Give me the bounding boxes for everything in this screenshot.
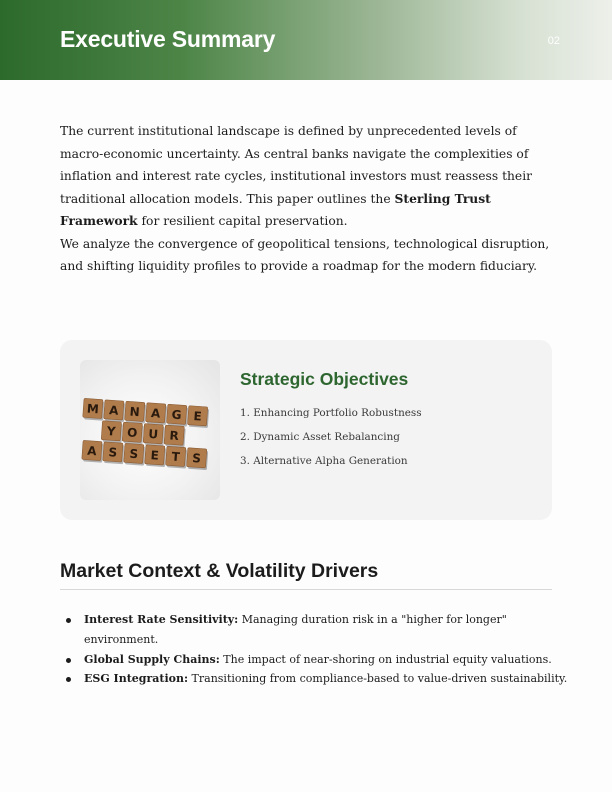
tile-letter: M <box>86 401 100 417</box>
tile-letter: E <box>150 448 160 463</box>
bullet-text: Transitioning from compliance-based to value-driven sustainability. <box>188 672 568 686</box>
intro-paragraph-2: We analyze the convergence of geopolitical tensions, technological disruption, and shifting liquidity profiles to provide a roadmap for the modern fiduciary. <box>60 236 550 273</box>
tile-letter: N <box>129 404 141 420</box>
list-item <box>84 650 576 670</box>
bullet-text: The impact of near-shoring on industrial equity valuations. <box>219 652 552 666</box>
strategic-objectives-card <box>60 340 552 520</box>
bullet-term: Interest Rate Sensitivity: <box>84 613 239 626</box>
bullet-term: ESG Integration: <box>84 672 189 686</box>
tile-letter: S <box>128 446 139 462</box>
intro-text-part: for resilient capital preservation. <box>137 214 348 228</box>
tile-letter: T <box>171 449 181 465</box>
tile-letter: U <box>147 426 159 442</box>
intro-text-part: The current institutional landscape is defined by unprecedented levels of macro-economic uncertainty. As central banks navigate the complexities of inflation and interest rate cycles, institutional investors must reassess their traditional allocation models. This paper outlines the <box>60 124 533 206</box>
tile-letter: A <box>108 403 119 418</box>
bullet-term: Global Supply Chains: <box>84 652 220 666</box>
page-number: 02 <box>547 35 560 47</box>
section-title: Market Context & Volatility Drivers <box>60 560 379 582</box>
tile-letter: A <box>150 406 161 421</box>
objective-item: 1. Enhancing Portfolio Robustness <box>240 407 422 419</box>
tile-letter: G <box>171 407 183 423</box>
list-item <box>84 610 576 650</box>
volatility-drivers-list <box>60 610 576 689</box>
tile-letter: S <box>108 445 118 460</box>
objectives-title: Strategic Objectives <box>240 369 409 389</box>
objectives-list <box>240 401 422 473</box>
tile-letter: Y <box>106 424 117 439</box>
header-banner <box>0 0 612 80</box>
tile-letter: R <box>169 428 180 444</box>
tile-letter: E <box>192 409 203 424</box>
framework-name: Sterling Trust Framework <box>60 190 491 228</box>
intro-text <box>60 120 552 278</box>
bullet-text: Managing duration risk in a "higher for longer" environment. <box>84 613 507 646</box>
tile-letter: A <box>86 443 98 459</box>
intro-paragraph-1 <box>60 120 552 233</box>
page-title: Executive Summary <box>60 26 276 52</box>
scrabble-tiles-image <box>80 360 220 500</box>
objective-item: 2. Dynamic Asset Rebalancing <box>240 431 400 443</box>
objective-item: 3. Alternative Alpha Generation <box>240 455 408 467</box>
section-divider <box>60 589 552 590</box>
tile-letter: O <box>126 425 138 441</box>
scrabble-tiles-illustration <box>80 360 220 500</box>
list-item <box>84 669 576 689</box>
tile-letter: S <box>191 451 202 466</box>
